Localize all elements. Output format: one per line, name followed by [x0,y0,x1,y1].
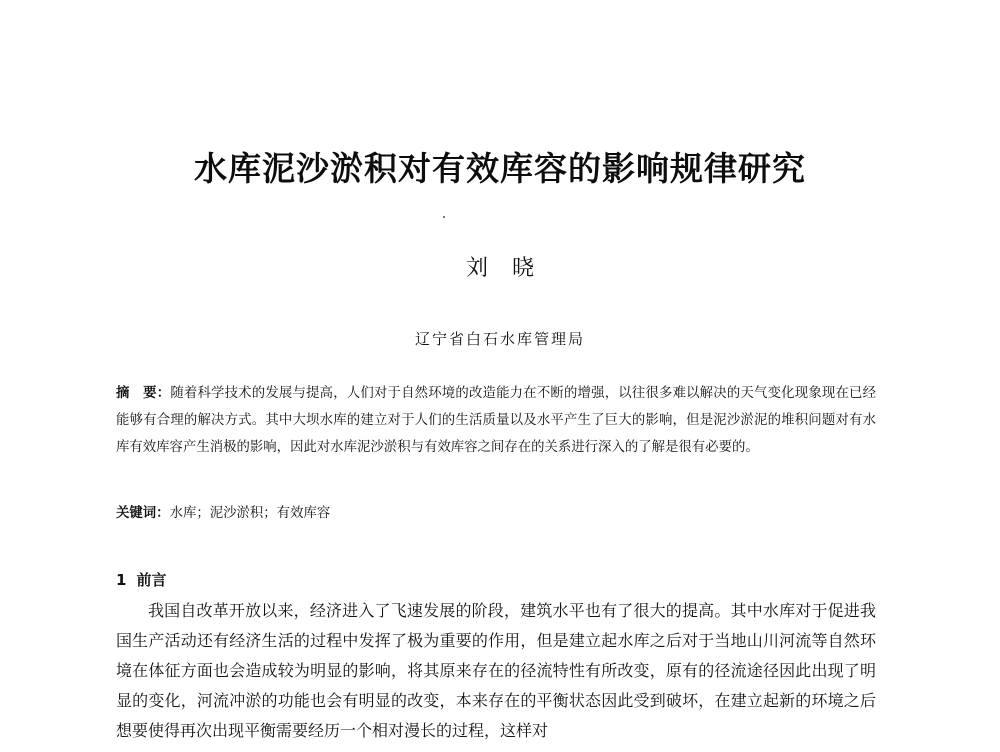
section-title: 前言 [136,571,167,589]
abstract-text: 随着科学技术的发展与提高，人们对于自然环境的改造能力在不断的增强，以往很多难以解决的天气变化现象现在已经能够有合理的解决方式。其中大坝水库的建立对于人们的生活质量以及水平产生了巨大的影响，但是泥沙淤泥的堆积问题对有水库有效库容产生消极的影响，因此对水库泥沙淤积与有效库容之间存在的关系进行深入的了解是很有必要的。 [116,386,877,455]
abstract-label: 摘 要： [116,386,171,401]
keywords-label: 关键词： [116,506,170,521]
author-affiliation: 辽宁省白石水库管理局 [414,330,585,348]
author-name: 刘晓 [465,256,558,281]
section-heading [116,569,166,590]
paper-title: 水库泥沙淤积对有效库容的影响规律研究 [194,149,806,188]
keywords [116,500,876,527]
abstract [116,380,876,461]
section-number: 1 [116,571,127,589]
section-paragraph: 我国自改革开放以来，经济进入了飞速发展的阶段，建筑水平也有了很大的提高。其中水库对于促进我国生产活动还有经济生活的过程中发挥了极为重要的作用，但是建立起水库之后对于当地山川河流等自然环境在体征方面也会造成较为明显的影响，将其原来存在的径流特性有所改变，原有的径流途径因此出现了明显的变化，河流冲淤的功能也会有明显的改变，本来存在的平衡状态因此受到破坏，在建立起新的环境之后想要使得再次出现平衡需要经历一个相对漫长的过程，这样对 [116,601,876,740]
keywords-text: 水库；泥沙淤积；有效库容 [169,506,331,521]
decorative-dot [443,216,445,218]
